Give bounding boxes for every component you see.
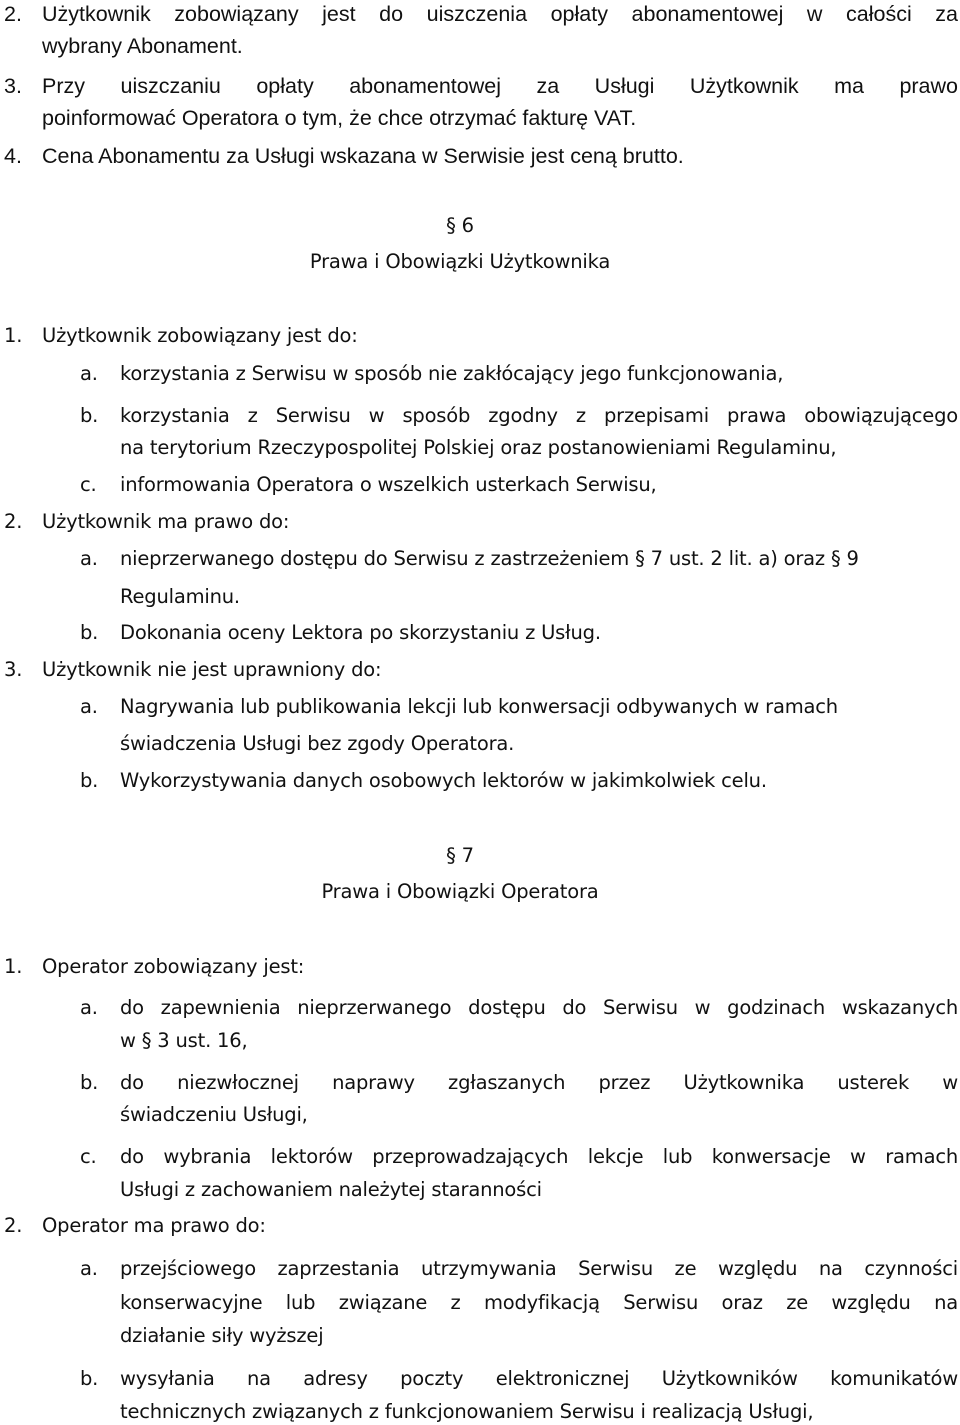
item-number: 3. — [4, 74, 22, 98]
sub-letter: c. — [80, 473, 97, 496]
item-text: Cena Abonamentu za Usługi wskazana w Serwisie jest ceną brutto. — [42, 144, 684, 168]
item-text: wybrany Abonament. — [42, 34, 243, 58]
section-title: Prawa i Obowiązki Operatora — [321, 880, 599, 903]
sub-text: Wykorzystywania danych osobowych lektorów w jakimkolwiek celu. — [120, 769, 767, 792]
sub-text: w § 3 ust. 16, — [120, 1029, 248, 1052]
sub-text: technicznych związanych z funkcjonowaniem Serwisu i realizacją Usługi, — [120, 1400, 814, 1423]
sub-letter: c. — [80, 1145, 97, 1168]
item-label: Użytkownik zobowiązany jest do: — [42, 324, 358, 347]
item-text: poinformować Operatora o tym, że chce otrzymać fakturę VAT. — [42, 106, 637, 130]
item-number: 1. — [4, 324, 23, 347]
sub-letter: a. — [80, 695, 98, 718]
item-number: 1. — [4, 955, 23, 978]
sub-text: nieprzerwanego dostępu do Serwisu z zastrzeżeniem § 7 ust. 2 lit. a) oraz § 9 — [120, 547, 859, 570]
sub-text: Usługi z zachowaniem należytej staranności — [120, 1178, 542, 1201]
item-number: 2. — [4, 2, 22, 26]
sub-text: Regulaminu. — [120, 585, 240, 608]
sub-letter: b. — [80, 621, 99, 644]
item-number: 2. — [4, 1214, 23, 1237]
item-text: Przy uiszczaniu opłaty abonamentowej za Usługi Użytkownik ma prawo — [42, 74, 958, 98]
section-title: Prawa i Obowiązki Użytkownika — [309, 250, 611, 273]
sub-text: korzystania z Serwisu w sposób nie zakłócający jego funkcjonowania, — [120, 362, 784, 385]
sub-text: do niezwłocznej naprawy zgłaszanych przez Użytkownika usterek w — [120, 1071, 958, 1094]
sub-text: Dokonania oceny Lektora po skorzystaniu z Usług. — [120, 621, 601, 644]
sub-text: na terytorium Rzeczypospolitej Polskiej oraz postanowieniami Regulaminu, — [120, 436, 837, 459]
sub-letter: b. — [80, 404, 99, 427]
sub-letter: a. — [80, 547, 98, 570]
sub-text: do zapewnienia nieprzerwanego dostępu do Serwisu w godzinach wskazanych — [120, 996, 958, 1019]
item-number: 2. — [4, 510, 23, 533]
item-label: Użytkownik nie jest uprawniony do: — [42, 658, 382, 681]
sub-letter: a. — [80, 996, 98, 1019]
item-number: 4. — [4, 144, 22, 168]
sub-text: konserwacyjne lub związane z modyfikacją Serwisu oraz ze względu na — [120, 1291, 958, 1314]
sub-letter: a. — [80, 1257, 98, 1280]
section-symbol: § — [446, 844, 456, 867]
item-number: 3. — [4, 658, 23, 681]
sub-text: do wybrania lektorów przeprowadzających lekcje lub konwersacje w ramach — [120, 1145, 958, 1168]
sub-text: Nagrywania lub publikowania lekcji lub konwersacji odbywanych w ramach — [120, 695, 838, 718]
section-number — [0, 846, 920, 866]
sub-text: przejściowego zaprzestania utrzymywania Serwisu ze względu na czynności — [120, 1257, 958, 1280]
sub-text: świadczeniu Usługi, — [120, 1103, 308, 1126]
item-label: Operator zobowiązany jest: — [42, 955, 305, 978]
section-number-value: 7 — [461, 844, 474, 867]
sub-text: działanie siły wyższej — [120, 1324, 324, 1347]
section-number-value: 6 — [461, 214, 474, 237]
section-symbol: § — [446, 214, 456, 237]
sub-letter: b. — [80, 1071, 99, 1094]
sub-letter: b. — [80, 769, 99, 792]
item-label: Użytkownik ma prawo do: — [42, 510, 290, 533]
sub-text: świadczenia Usługi bez zgody Operatora. — [120, 732, 515, 755]
sub-text: wysyłania na adresy poczty elektronicznej Użytkowników komunikatów — [120, 1367, 958, 1390]
sub-letter: b. — [80, 1367, 99, 1390]
section-number — [0, 216, 920, 236]
sub-text: informowania Operatora o wszelkich usterkach Serwisu, — [120, 473, 657, 496]
sub-text: korzystania z Serwisu w sposób zgodny z przepisami prawa obowiązującego — [120, 404, 958, 427]
item-text: Użytkownik zobowiązany jest do uiszczenia opłaty abonamentowej w całości za — [42, 2, 958, 26]
sub-letter: a. — [80, 362, 98, 385]
item-label: Operator ma prawo do: — [42, 1214, 266, 1237]
